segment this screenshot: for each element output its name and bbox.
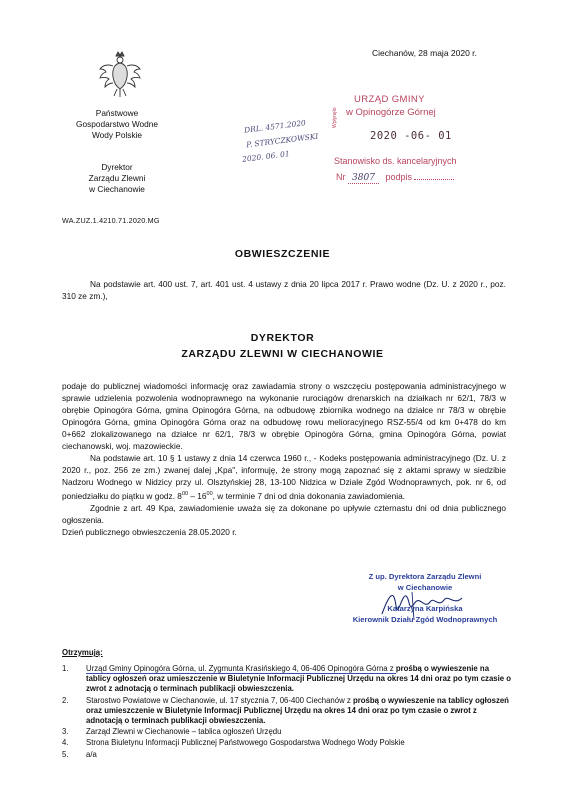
item-number: 2. xyxy=(62,695,69,705)
body-paragraph xyxy=(62,452,506,502)
list-item xyxy=(62,727,512,737)
signature-line: w Ciechanowie xyxy=(397,582,453,592)
stamp-nr-value: 3807 xyxy=(348,173,379,184)
hour-sup: 00 xyxy=(206,491,213,497)
signer-name: Katarzyna Karpińska xyxy=(387,604,463,613)
document-title: OBWIESZCZENIE xyxy=(234,248,331,260)
recipients-label: Otrzymują: xyxy=(62,648,103,657)
place-date: Ciechanów, 28 maja 2020 r. xyxy=(372,48,477,58)
stamp-office-place: w Opinogórze Górnej xyxy=(346,107,436,118)
stamp-sign-label: podpis xyxy=(385,172,412,182)
list-item xyxy=(62,664,512,695)
stamp-position: Stanowisko ds. kancelaryjnych xyxy=(334,156,457,166)
list-item xyxy=(62,750,512,760)
item-text: Urząd Gminy Opinogóra Górna, ul. Zygmunta Krasińskiego 4, 06-406 Opinogóra Górna z xyxy=(86,664,396,673)
handwritten-signature-icon xyxy=(372,584,472,624)
signer-role: Kierownik Działu Zgód Wodnoprawnych xyxy=(352,614,498,624)
hour-sup: 00 xyxy=(181,491,189,497)
item-number: 4. xyxy=(62,738,69,748)
stamp-date: 2020 -06- 01 xyxy=(370,130,452,142)
org-line: Gospodarstwo Wodne xyxy=(76,119,158,129)
item-request: prośbą o wywieszenie na tablicy ogłoszeń oraz umieszczenie w Biuletynie Informacji Publicznej Urzędu na okres 14 dni oraz po tym czasie o zwrot z adnotacją o terminach publikacji obwieszczenia. xyxy=(86,695,509,726)
stamp-office-name: URZĄD GMINY xyxy=(354,94,425,105)
recipients-list xyxy=(62,664,512,761)
dir-line: w Ciechanowie xyxy=(89,184,145,194)
body-text: Na podstawie art. 10 § 1 ustawy z dnia 14 czerwca 1960 r., - Kodeks postępowania administracyjnego (Dz. U. z 2020 r., poz. 256 ze zm.) zwanej dalej „Kpa", informuję, że strony mogą zapoznać się z aktami sprawy w siedzibie Nadzoru Wodnego w Nidzicy przy ul. Olsztyńskiej 28, 13-100 Nidzica w Dziale Zgód Wodnoprawnych, pok. nr 6, od poniedziałku do piątku w godz. 8 xyxy=(62,453,506,501)
body-paragraph: Dzień publicznego obwieszczenia 28.05.2020 r. xyxy=(62,526,237,537)
item-text: a/a xyxy=(86,749,97,759)
item-text: Zarząd Zlewni w Ciechanowie – tablica ogłoszeń Urzędu xyxy=(86,727,282,737)
authority-title: DYREKTOR xyxy=(250,332,315,344)
receipt-stamp xyxy=(332,92,486,194)
handwritten-name: P. STRYCZKOWSKI xyxy=(245,131,319,150)
body-text: – 16 xyxy=(188,490,207,501)
body-text: , w terminie 7 dni od dnia dokonania zawiadomienia. xyxy=(212,490,405,501)
org-line: Wody Polskie xyxy=(91,130,143,140)
authority-subtitle: ZARZĄDU ZLEWNI W CIECHANOWIE xyxy=(181,348,384,360)
signature-line: Z up. Dyrektora Zarządu Zlewni xyxy=(368,572,482,581)
legal-basis: Na podstawie art. 400 ust. 7, art. 401 ust. 4 ustawy z dnia 20 lipca 2017 r. Prawo wodne (Dz. U. z 2020 r., poz. 310 ze zm.), xyxy=(62,279,506,301)
case-signature: WA.ZUZ.1.4210.71.2020.MG xyxy=(62,216,160,225)
body-paragraph: podaje do publicznej wiadomości informację oraz zawiadamia strony o wszczęciu postępowania administracyjnego w sprawie udzielenia pozwolenia wodnoprawnego na wykonanie rurociągów drenarskich na działkach nr 62/1, 78/3 w obrębie Opinogóra Górna, gmina Opinogóra Górna, na odbudowę zbiornika wodnego na działce nr 78/3 w obrębie Opinogóra Górna, gmina Opinogóra Górna oraz na odbudowę rowu melioracyjnego RSZ-55/4 od km 0+478 do km 0+662 zlokalizowanego na działce nr 62/1, 78/3 w obrębie Opinogóra Górna, gmina Opinogóra Górna, powiat ciechanowski, woj. mazowieckie. xyxy=(62,381,506,451)
handwritten-date: 2020. 06. 01 xyxy=(241,149,291,164)
item-number: 1. xyxy=(62,664,69,673)
dir-line: Dyrektor xyxy=(101,162,133,172)
item-text: Starostwo Powiatowe w Ciechanowie, ul. 17 stycznia 7, 06-400 Ciechanów z xyxy=(86,695,353,705)
stamp-nr-label: Nr xyxy=(336,172,346,182)
item-number: 5. xyxy=(62,749,69,759)
notice-body xyxy=(62,380,506,538)
organization-name xyxy=(62,108,172,141)
stamp-number-row xyxy=(336,172,454,183)
dir-line: Zarządu Zlewni xyxy=(88,173,146,183)
item-request: prośbą o wywieszenie na tablicy ogłoszeń oraz umieszczenie w Biuletynie Informacji Publicznej Urzędu na okres 14 dni oraz po tym czasie o zwrot z adnotacją o terminach publikacji obwieszczenia. xyxy=(86,664,512,694)
item-number: 3. xyxy=(62,727,69,737)
body-paragraph: Zgodnie z art. 49 Kpa, zawiadomienie uważa się za dokonane po upływie czternastu dni od dnia publicznego ogłoszenia. xyxy=(62,502,506,525)
handwritten-ref: DRL. 4571.2020 xyxy=(243,118,307,135)
item-text: Strona Biuletynu Informacji Publicznej Państwowego Gospodarstwa Wodnego Wody Polskie xyxy=(86,738,405,748)
stamp-received-label: Wpłynęło xyxy=(332,107,338,128)
org-line: Państwowe xyxy=(95,108,139,118)
list-item xyxy=(62,738,512,748)
eagle-emblem-icon xyxy=(98,50,142,98)
directorate-name xyxy=(62,162,172,195)
list-item xyxy=(62,696,512,727)
